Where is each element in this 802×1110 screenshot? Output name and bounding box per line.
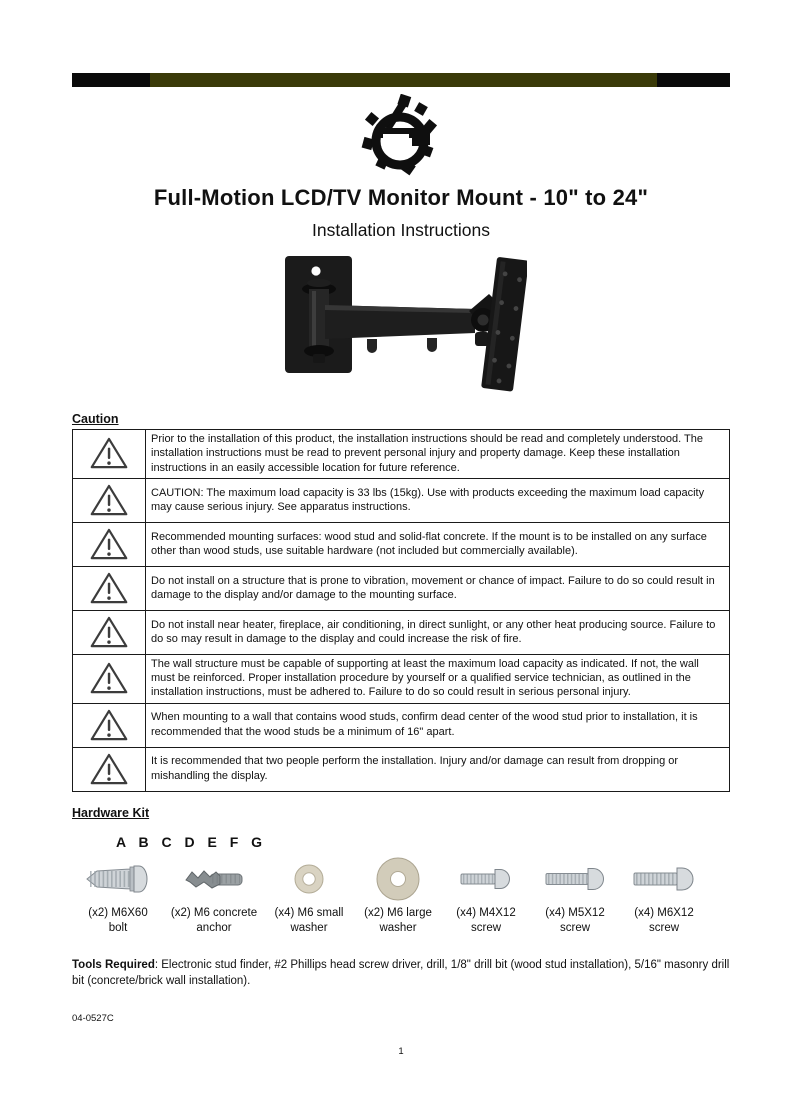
caution-row <box>73 747 730 791</box>
page-subtitle: Installation Instructions <box>311 220 490 240</box>
tools-required-paragraph <box>72 957 730 989</box>
header-bar <box>72 73 730 87</box>
document-page <box>0 73 802 1110</box>
hardware-label-line2: washer <box>379 922 417 935</box>
document-number: 04-0527C <box>72 1013 114 1024</box>
hardware-label-line2: screw <box>470 922 502 935</box>
warning-triangle-icon <box>89 571 129 606</box>
caution-text: Prior to the installation of this product, the installation instructions should be read and completely understood. The installation instructions must be read to prevent personal injury and property damage. Keep these installation instructions in an easily accessible location for future reference. <box>146 430 730 479</box>
tools-required-label: Tools Required <box>72 958 155 971</box>
hardware-item-small-washer <box>264 856 354 937</box>
monitor-mount-product-image <box>275 248 527 403</box>
warning-triangle-icon <box>89 752 129 787</box>
caution-row <box>73 478 730 522</box>
caution-text: When mounting to a wall that contains wood studs, confirm dead center of the wood stud prior to installation, it is recommended that the wood studs be a minimum of 16" apart. <box>146 703 730 747</box>
caution-heading: Caution <box>72 412 119 426</box>
hardware-item-large-washer <box>354 856 442 937</box>
hardware-label-line1: (x4) M4X12 <box>456 906 516 919</box>
caution-text: It is recommended that two people perform the installation. Injury and/or damage can result from dropping or mishandling the display. <box>146 747 730 791</box>
hardware-label-line1: (x2) M6 large <box>364 906 432 919</box>
m5-screw-icon <box>544 865 606 893</box>
small-washer-icon <box>293 863 325 895</box>
lag-bolt-icon <box>85 862 151 896</box>
caution-row <box>73 430 730 479</box>
concrete-anchor-icon <box>182 864 246 894</box>
page-title: Full-Motion LCD/TV Monitor Mount - 10" to 24" <box>153 185 649 210</box>
caution-row <box>73 522 730 566</box>
hardware-item-bolt <box>72 856 164 937</box>
header-bar-black-right <box>657 73 730 87</box>
caution-text: Do not install on a structure that is prone to vibration, movement or chance of impact. Failure to do so could result in damage to the display and/or damage to the mounting surface. <box>146 566 730 610</box>
caution-text: Do not install near heater, fireplace, air conditioning, in direct sunlight, or any other heat producing source. Failure to do so may result in damage to the display and could increase the risk of fire. <box>146 610 730 654</box>
hardware-item-m5-screw <box>530 856 620 937</box>
hardware-label-line2: washer <box>290 922 328 935</box>
hardware-kit-heading: Hardware Kit <box>72 805 150 820</box>
warning-triangle-icon <box>89 661 129 696</box>
hardware-item-m4-screw <box>442 856 530 937</box>
hardware-label-line2: anchor <box>196 922 232 935</box>
caution-table <box>72 429 730 792</box>
warning-triangle-icon <box>89 527 129 562</box>
hardware-kit-row <box>72 856 730 937</box>
warning-triangle-icon <box>89 615 129 650</box>
hardware-label-line2: screw <box>559 922 591 935</box>
header-bar-black-left <box>72 73 150 87</box>
header-bar-olive <box>150 73 657 87</box>
hardware-item-anchor <box>164 856 264 937</box>
page-number: 1 <box>398 1046 404 1057</box>
gear-s-brand-logo-icon <box>359 94 443 176</box>
hardware-label-line1: (x4) M6 small <box>274 906 344 919</box>
hardware-label-line2: bolt <box>108 922 128 935</box>
hardware-label-line1: (x4) M5X12 <box>545 906 605 919</box>
brand-logo-container <box>72 94 730 176</box>
m4-screw-icon <box>459 866 513 892</box>
large-washer-icon <box>375 856 421 902</box>
caution-text: The wall structure must be capable of supporting at least the maximum load capacity as indicated. If not, the wall must be reinforced. Proper installation procedure by yourself or a qualified service technician, as outlined in the installation instructions, must be adhered to. Failure to do so could result in serious personal injury. <box>146 654 730 703</box>
caution-row <box>73 654 730 703</box>
caution-text: CAUTION: The maximum load capacity is 33 lbs (15kg). Use with products exceeding the maximum load capacity may cause serious injury. See apparatus instructions. <box>146 478 730 522</box>
warning-triangle-icon <box>89 436 129 471</box>
hardware-item-m6-screw <box>620 856 708 937</box>
hardware-label-line1: (x2) M6 concrete <box>170 906 258 919</box>
product-image-container <box>72 248 730 403</box>
caution-text: Recommended mounting surfaces: wood stud and solid-flat concrete. If the mount is to be installed on any surface other than wood studs, use suitable hardware (not included but commercially available). <box>146 522 730 566</box>
hardware-label-line1: (x2) M6X60 <box>88 906 148 919</box>
tools-required-text: : Electronic stud finder, #2 Phillips head screw driver, drill, 1/8" drill bit (wood stud installation), 5/16" masonry drill bit (concrete/brick wall installation). <box>72 958 730 987</box>
hardware-label-line1: (x4) M6X12 <box>634 906 694 919</box>
hardware-kit-letters: A B C D E F G <box>116 833 267 850</box>
caution-row <box>73 703 730 747</box>
warning-triangle-icon <box>89 708 129 743</box>
warning-triangle-icon <box>89 483 129 518</box>
m6-screw-icon <box>632 864 696 894</box>
hardware-label-line2: screw <box>648 922 680 935</box>
caution-row <box>73 566 730 610</box>
caution-row <box>73 610 730 654</box>
